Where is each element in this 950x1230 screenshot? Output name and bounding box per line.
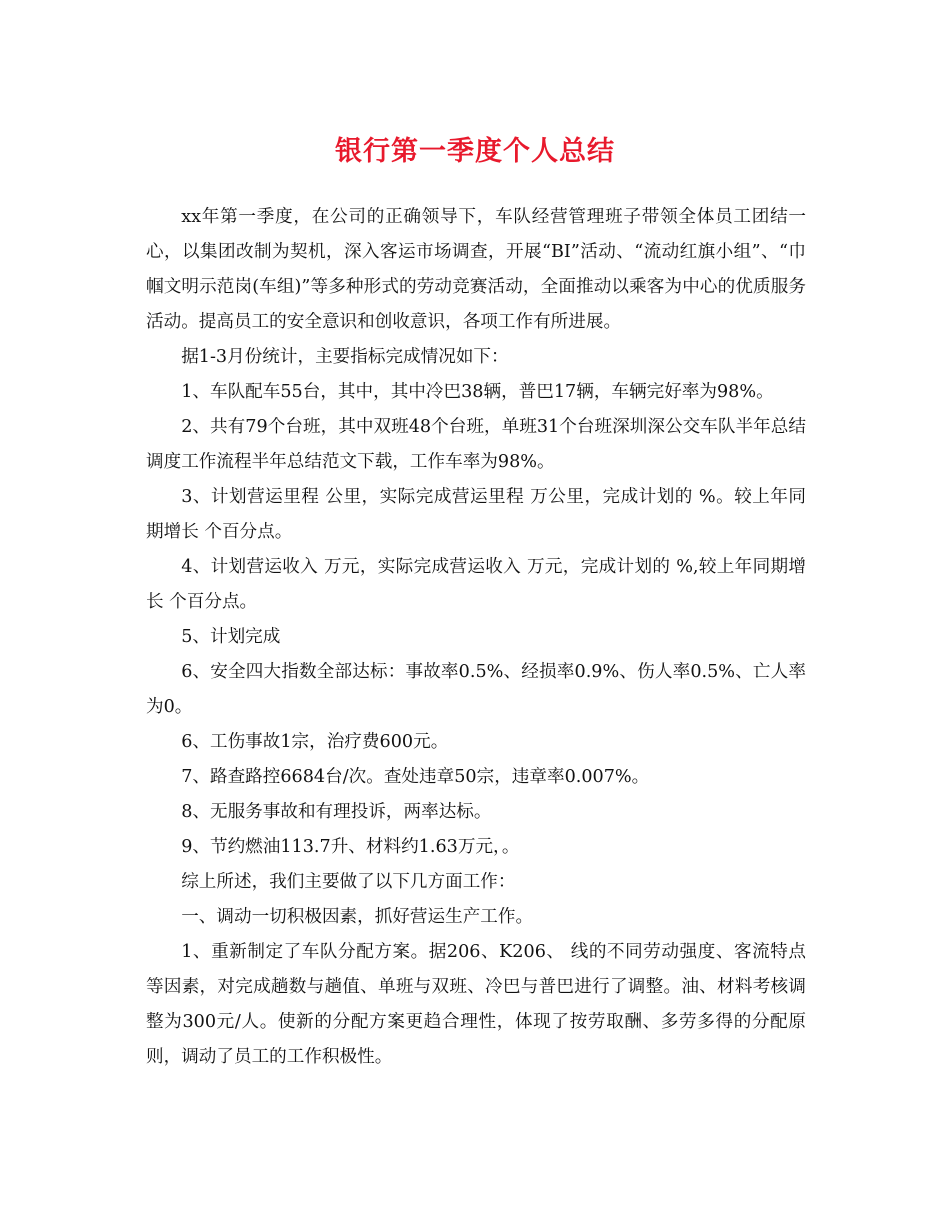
paragraph-item-6b: 6、工伤事故1宗，治疗费600元。 <box>181 732 449 752</box>
paragraph-item-6a: 6、安全四大指数全部达标：事故率0.5%、经损率0.9%、伤人率0.5%、亡人率为0。 <box>146 662 806 717</box>
paragraph-summary: 综上所述，我们主要做了以下几方面工作： <box>181 872 516 892</box>
paragraph-item-4: 4、计划营运收入 万元，实际完成营运收入 万元，完成计划的 %,较上年同期增长 个百分点。 <box>146 557 806 612</box>
paragraph-item-8: 8、无服务事故和有理投诉，两率达标。 <box>181 802 492 822</box>
paragraph-stats-intro: 据1-3月份统计，主要指标完成情况如下： <box>181 347 509 367</box>
section-heading-1: 一、调动一切积极因素，抓好营运生产工作。 <box>181 907 534 927</box>
paragraph-item-2: 2、共有79个台班，其中双班48个台班，单班31个台班深圳深公交车队半年总结调度工作流程半年总结范文下载，工作车率为98%。 <box>146 417 806 472</box>
paragraph-item-5: 5、计划完成 <box>181 627 281 647</box>
page-title: 银行第一季度个人总结 <box>335 136 615 167</box>
paragraph-section-1-item-1: 1、重新制定了车队分配方案。据206、K206、 线的不同劳动强度、客流特点等因素，对完成趟数与趟值、单班与双班、冷巴与普巴进行了调整。油、材料考核调整为300元/人。使新的分配方案更趋合理性，体现了按劳取酬、多劳多得的分配原则，调动了员工的工作积极性。 <box>146 942 806 1067</box>
paragraph-item-9: 9、节约燃油113.7升、材料约1.63万元，。 <box>181 837 520 857</box>
paragraph-item-1: 1、车队配车55台，其中，其中冷巴38辆，普巴17辆，车辆完好率为98%。 <box>181 382 774 402</box>
paragraph-item-7: 7、路查路控6684台/次。查处违章50宗，违章率0.007%。 <box>181 767 650 787</box>
document-body <box>146 200 806 1075</box>
paragraph-intro: xx年第一季度，在公司的正确领导下，车队经营管理班子带领全体员工团结一心，以集团改制为契机，深入客运市场调查，开展“BI”活动、“流动红旗小组”、“巾帼文明示范岗(车组)”等多种形式的劳动竞赛活动，全面推动以乘客为中心的优质服务活动。提高员工的安全意识和创收意识，各项工作有所进展。 <box>146 207 806 332</box>
paragraph-item-3: 3、计划营运里程 公里，实际完成营运里程 万公里，完成计划的 %。较上年同期增长 个百分点。 <box>146 487 806 542</box>
